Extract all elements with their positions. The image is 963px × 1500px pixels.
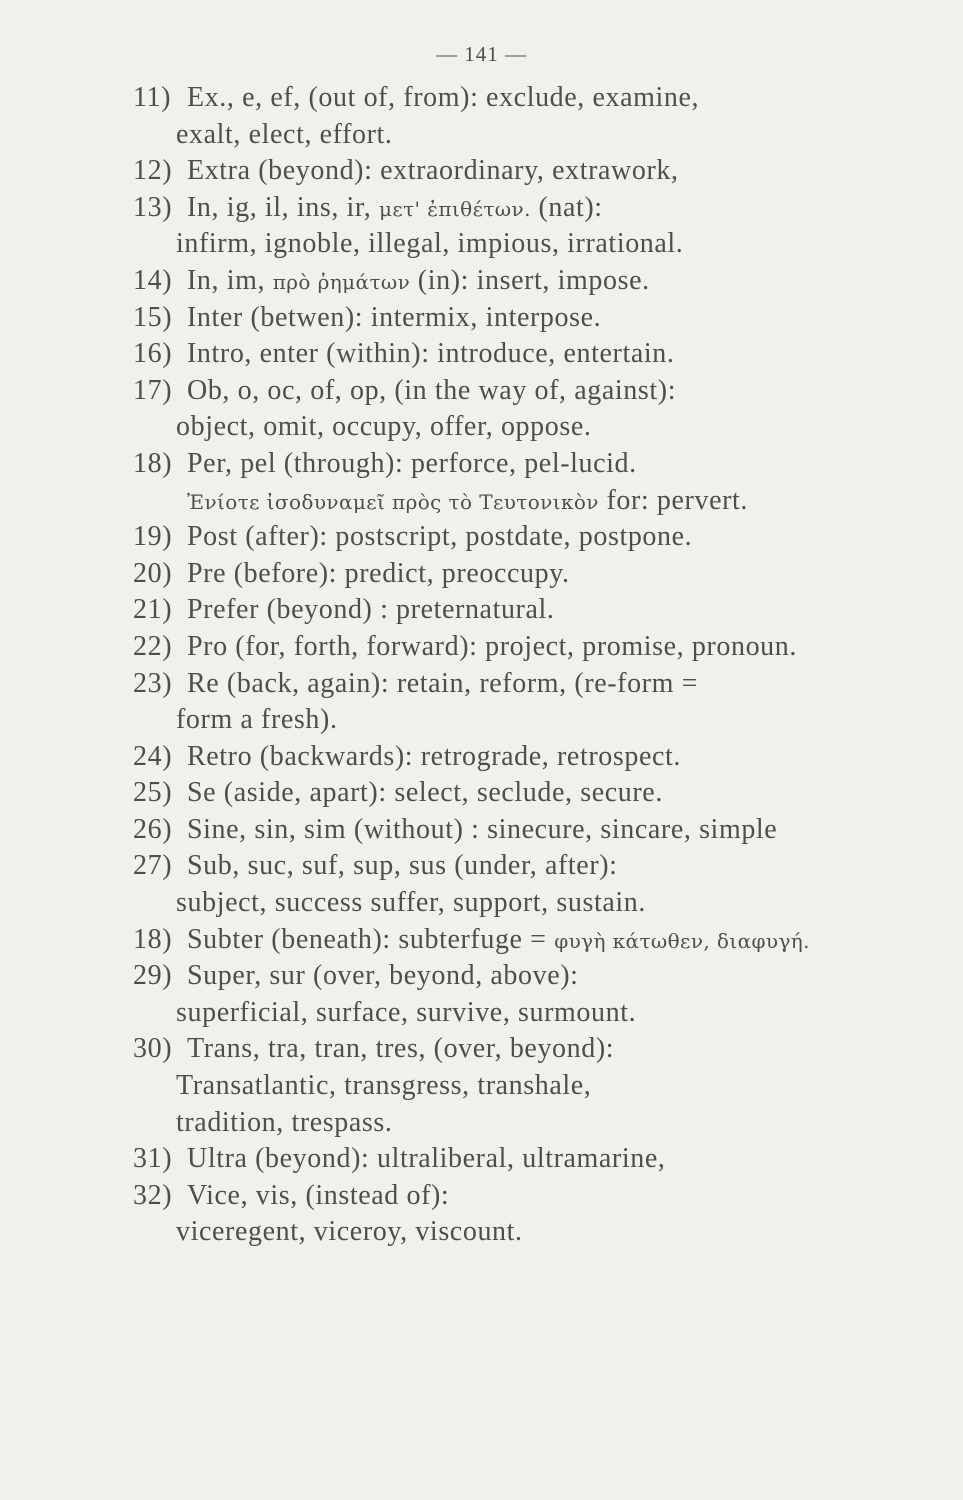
greek-text: Ἐνίοτε ἰσοδυναμεῖ πρὸς τὸ Τευτονικὸν: [187, 489, 599, 514]
entry-text: Ultra (beyond): ultraliberal, ultramarine,: [187, 1143, 666, 1175]
entry-text-tail: for: pervert.: [606, 484, 748, 516]
entry-number: 15): [133, 301, 173, 333]
entry-number: 24): [133, 740, 173, 772]
entry-number: 21): [133, 594, 173, 626]
entry-line: [133, 80, 913, 117]
entry-text: Intro, enter (within): introduce, entertain.: [187, 338, 675, 370]
entry-line: [133, 153, 913, 190]
entry-number: 19): [133, 521, 173, 553]
entry-line: [133, 263, 913, 300]
entry-text: subject, success suffer, support, sustain.: [176, 887, 646, 919]
entry-text: Subter (beneath): subterfuge =: [187, 923, 547, 955]
entry-line: [133, 592, 913, 629]
entry-text: Pro (for, forth, forward): project, promise, pronoun.: [187, 630, 797, 662]
entry-line: [133, 1214, 913, 1251]
entry-number: 27): [133, 850, 173, 882]
entry-text: Ex., e, ef, (out of, from): exclude, examine,: [187, 82, 700, 113]
entry-text: viceregent, viceroy, viscount.: [176, 1216, 523, 1248]
entry-line: [133, 556, 913, 593]
entry-number: 23): [133, 667, 173, 699]
entry-text: Se (aside, apart): select, seclude, secure.: [187, 777, 663, 809]
entry-text: In, ig, il, ins, ir,: [187, 191, 372, 223]
entry-text: Ob, o, oc, of, op, (in the way of, against):: [187, 374, 677, 406]
entry-text-tail: (in): insert, impose.: [417, 264, 650, 296]
entry-line: [133, 848, 913, 885]
entry-line: [133, 190, 913, 227]
entry-number: 16): [133, 338, 173, 370]
entry-line: [133, 300, 913, 337]
entry-text: object, omit, occupy, offer, oppose.: [176, 411, 592, 443]
entry-text: tradition, trespass.: [176, 1106, 393, 1138]
entry-text-tail: (nat):: [538, 191, 603, 223]
entry-number: 29): [133, 960, 173, 992]
entry-line: [133, 739, 913, 776]
entry-line: [133, 702, 913, 739]
greek-text: μετ' ἐπιθέτων.: [378, 196, 531, 221]
entry-number: 25): [133, 777, 173, 809]
entry-text: Per, pel (through): perforce, pel-lucid.: [187, 447, 637, 479]
entry-number: 32): [133, 1179, 173, 1211]
entry-number: 20): [133, 557, 173, 589]
entry-line: [133, 958, 913, 995]
entry-line: [133, 373, 913, 410]
entry-number: 13): [133, 191, 173, 223]
entry-number: 17): [133, 374, 173, 406]
entry-text: Inter (betwen): intermix, interpose.: [187, 301, 602, 333]
entry-line: [133, 1141, 913, 1178]
entry-text: superficial, surface, survive, surmount.: [176, 996, 637, 1028]
prefix-list: [133, 80, 913, 1251]
entry-text: Sub, suc, suf, sup, sus (under, after):: [187, 850, 618, 882]
entry-line: [133, 336, 913, 373]
entry-line: [133, 629, 913, 666]
entry-text: Prefer (beyond) : preternatural.: [187, 594, 555, 626]
entry-line: [133, 1031, 913, 1068]
entry-line: [133, 995, 913, 1032]
entry-text: Transatlantic, transgress, transhale,: [176, 1070, 592, 1102]
entry-line: [133, 1068, 913, 1105]
entry-text: Sine, sin, sim (without) : sinecure, sincare, simple: [187, 813, 778, 845]
entry-number: 31): [133, 1143, 173, 1175]
entry-text: In, im,: [187, 264, 266, 296]
entry-line: [133, 812, 913, 849]
entry-line: [133, 446, 913, 483]
entry-line: [133, 666, 913, 703]
entry-number: 22): [133, 630, 173, 662]
entry-text: Trans, tra, tran, tres, (over, beyond):: [187, 1033, 615, 1065]
entry-number: 12): [133, 155, 173, 187]
entry-text: infirm, ignoble, illegal, impious, irrational.: [176, 228, 684, 260]
entry-number: 14): [133, 264, 173, 296]
entry-number: 26): [133, 813, 173, 845]
entry-text: Re (back, again): retain, reform, (re-form =: [187, 667, 698, 699]
entry-line: [133, 922, 913, 959]
entry-number: 30): [133, 1033, 173, 1065]
page-number: — 141 —: [436, 42, 527, 66]
entry-text: Pre (before): predict, preoccupy.: [187, 557, 570, 589]
entry-line: [133, 117, 913, 154]
entry-number: 18): [133, 447, 173, 479]
entry-text: form a fresh).: [176, 704, 338, 736]
greek-text: φυγὴ κάτωθεν, διαφυγή.: [554, 928, 810, 953]
entry-line: [133, 226, 913, 263]
entry-line: [133, 519, 913, 556]
entry-line: [133, 775, 913, 812]
entry-text: Extra (beyond): extraordinary, extrawork,: [187, 155, 679, 187]
entry-text: exalt, elect, effort.: [176, 118, 393, 150]
entry-line: [133, 409, 913, 446]
entry-line: [133, 885, 913, 922]
entry-line: [133, 1178, 913, 1215]
entry-text: Post (after): postscript, postdate, postpone.: [187, 521, 693, 553]
entry-number: 11): [133, 82, 172, 113]
entry-text: Super, sur (over, beyond, above):: [187, 960, 579, 992]
entry-line: [133, 483, 913, 520]
entry-line: [133, 1105, 913, 1142]
greek-text: πρὸ ῥημάτων: [272, 269, 411, 294]
entry-text: Vice, vis, (instead of):: [187, 1179, 450, 1211]
entry-text: Retro (backwards): retrograde, retrospect.: [187, 740, 681, 772]
entry-number: 18): [133, 923, 173, 955]
